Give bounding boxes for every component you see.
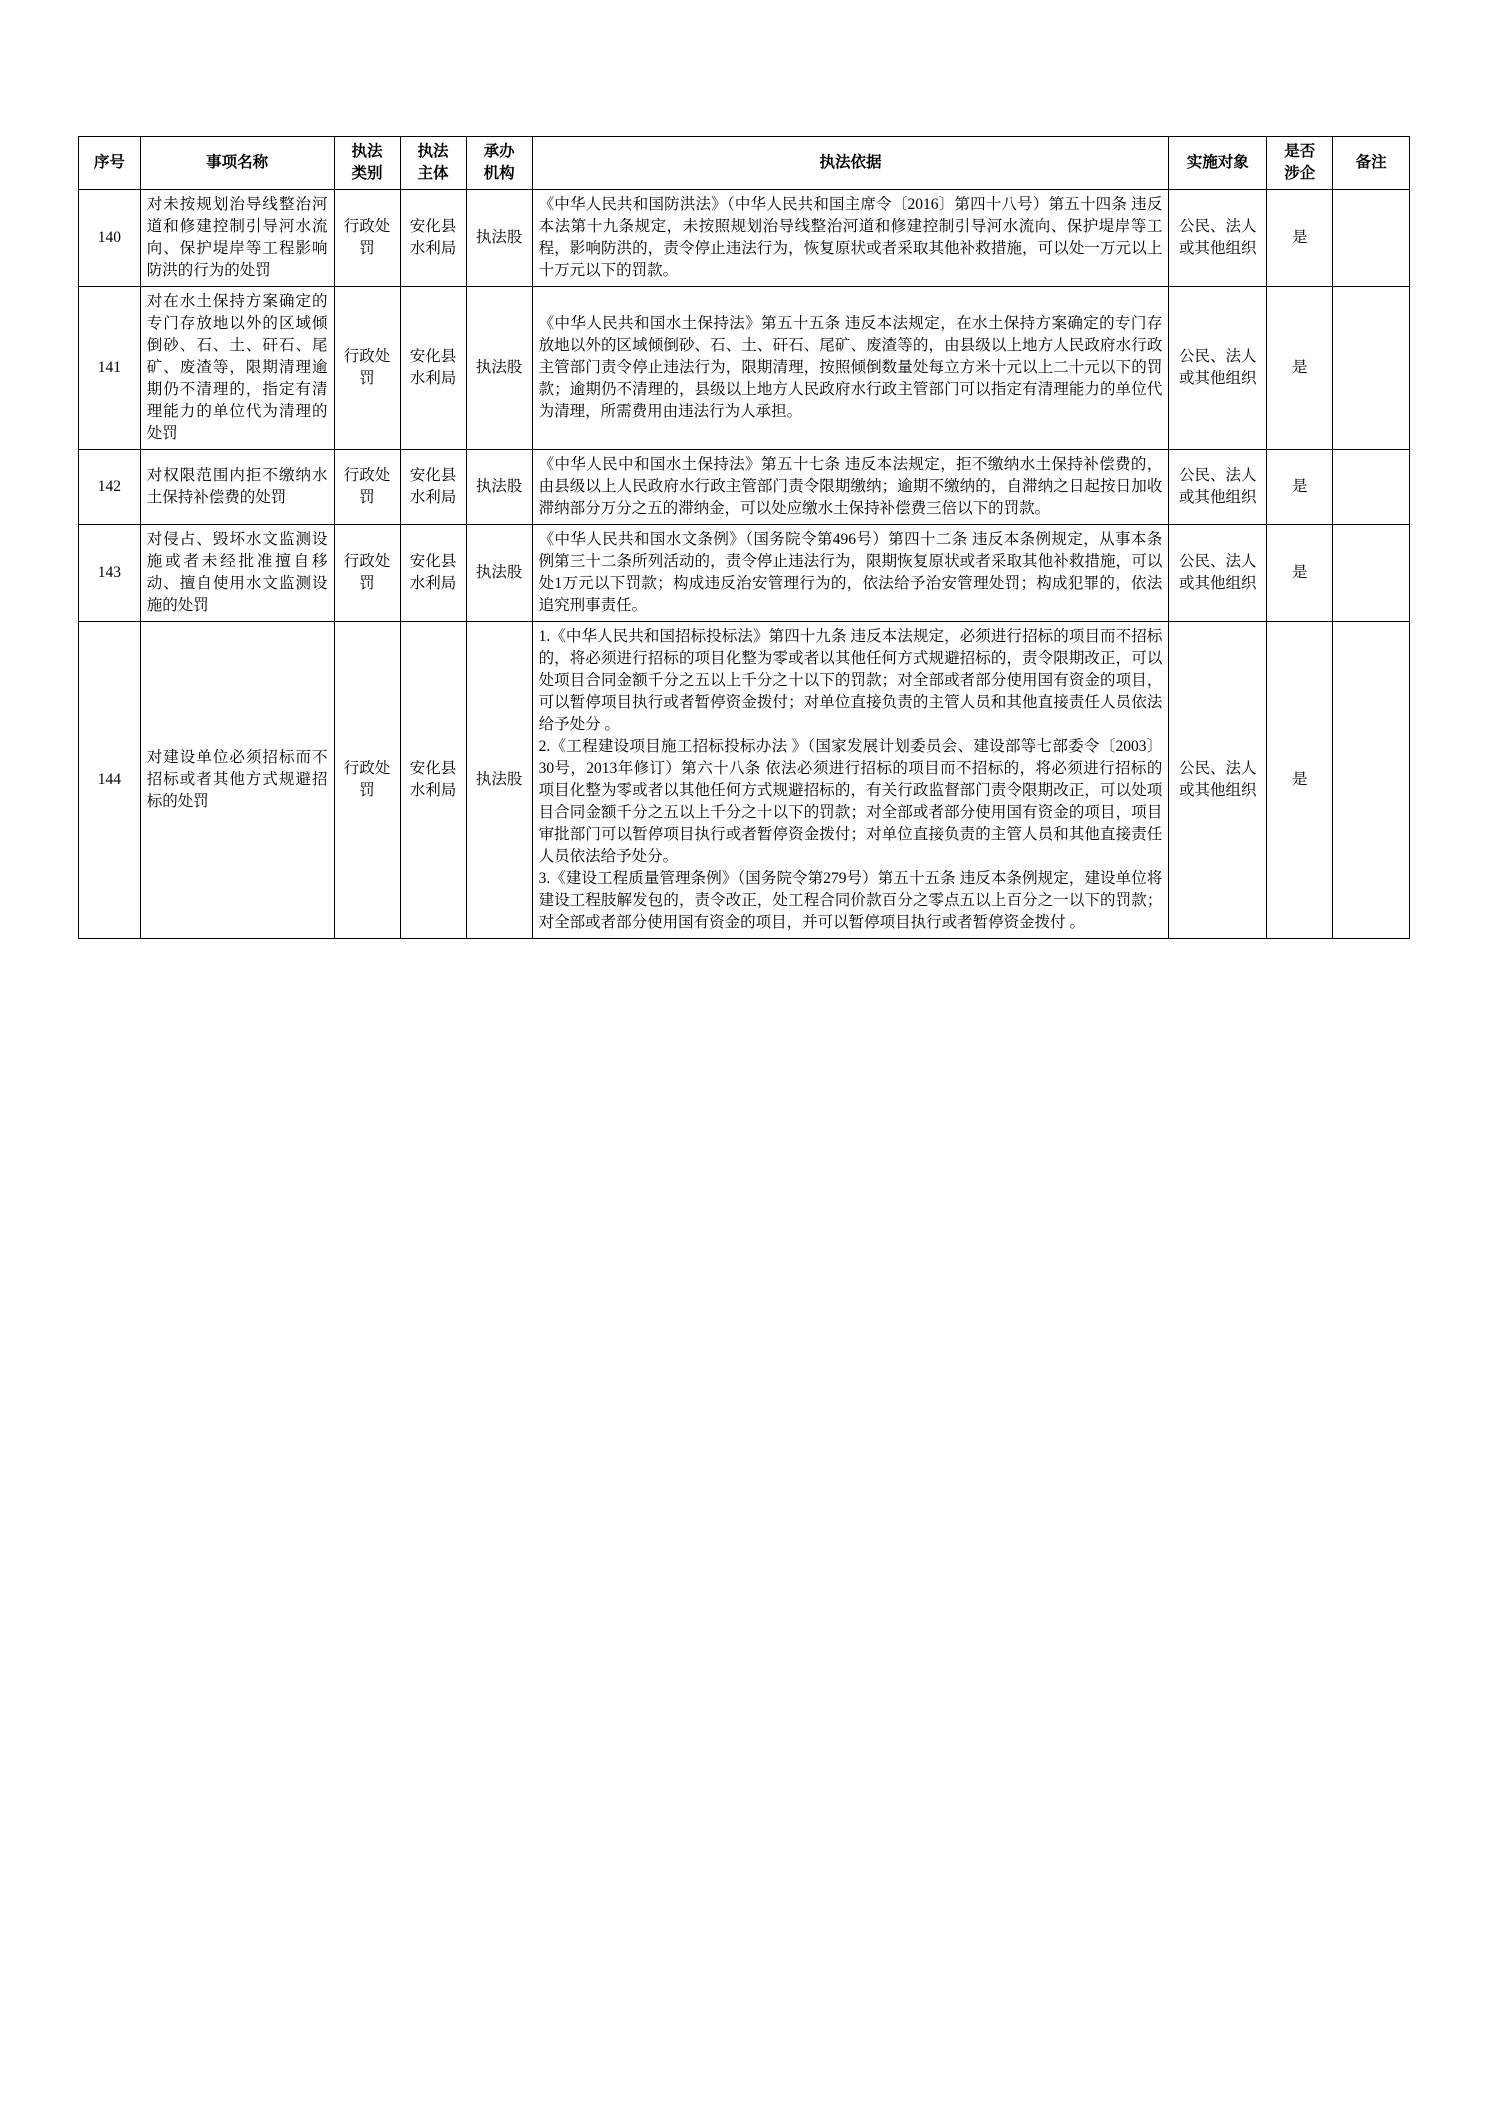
cell-target: 公民、法人或其他组织: [1169, 622, 1267, 939]
cell-remark: [1333, 525, 1410, 622]
cell-item-name: 对权限范围内拒不缴纳水土保持补偿费的处罚: [140, 450, 334, 525]
enforcement-items-table: [78, 136, 1410, 939]
column-header-type-line2: 类别: [351, 165, 383, 182]
cell-involve: 是: [1267, 525, 1333, 622]
cell-target: 公民、法人或其他组织: [1169, 287, 1267, 450]
table-row: [79, 622, 1410, 939]
table-header-row: [79, 137, 1410, 190]
cell-org: 执法股: [466, 622, 532, 939]
cell-remark: [1333, 622, 1410, 939]
cell-no: 141: [79, 287, 141, 450]
table-row: [79, 525, 1410, 622]
cell-subject: 安化县水利局: [400, 622, 466, 939]
column-header-org-line1: 承办: [483, 143, 515, 160]
cell-basis: [532, 190, 1169, 287]
basis-paragraph: 《中华人民共和国防洪法》（中华人民共和国主席令〔2016〕第四十八号）第五十四条 违反本法第十九条规定，未按照规划治导线整治河道和修建控制引导河水流向、保护堤岸等工程，影响防洪的，责令停止违法行为，恢复原状或者采取其他补救措施，可以处一万元以上十万元以下的罚款。: [538, 196, 1163, 279]
cell-org: 执法股: [466, 287, 532, 450]
cell-target: 公民、法人或其他组织: [1169, 450, 1267, 525]
cell-basis: [532, 450, 1169, 525]
cell-subject: 安化县水利局: [400, 450, 466, 525]
table-row: [79, 190, 1410, 287]
column-header-subject-line2: 主体: [417, 165, 449, 182]
basis-paragraph: 3.《建设工程质量管理条例》（国务院令第279号）第五十五条 违反本条例规定，建设单位将建设工程肢解发包的，责令改正，处工程合同价款百分之零点五以上百分之一以下的罚款；对全部或者部分使用国有资金的项目，并可以暂停项目执行或者暂停资金拨付 。: [538, 870, 1163, 931]
cell-type: 行政处罚: [334, 525, 400, 622]
cell-subject: 安化县水利局: [400, 525, 466, 622]
cell-org: 执法股: [466, 450, 532, 525]
cell-item-name: 对建设单位必须招标而不招标或者其他方式规避招标的处罚: [140, 622, 334, 939]
cell-involve: 是: [1267, 287, 1333, 450]
table-header: [79, 137, 1410, 190]
basis-paragraph: 《中华人民共和国水文条例》（国务院令第496号）第四十二条 违反本条例规定，从事本条例第三十二条所列活动的，责令停止违法行为，限期恢复原状或者采取其他补救措施，可以处1万元以下罚款；构成违反治安管理行为的，依法给予治安管理处罚；构成犯罪的，依法追究刑事责任。: [538, 531, 1163, 614]
column-header-remark: 备注: [1333, 137, 1410, 190]
cell-item-name: 对侵占、毁坏水文监测设施或者未经批准擅自移动、擅自使用水文监测设施的处罚: [140, 525, 334, 622]
cell-type: 行政处罚: [334, 450, 400, 525]
cell-involve: 是: [1267, 622, 1333, 939]
cell-basis: [532, 525, 1169, 622]
cell-no: 144: [79, 622, 141, 939]
column-header-org: [466, 137, 532, 190]
column-header-org-line2: 机构: [483, 165, 515, 182]
cell-type: 行政处罚: [334, 622, 400, 939]
cell-no: 143: [79, 525, 141, 622]
cell-involve: 是: [1267, 450, 1333, 525]
cell-org: 执法股: [466, 190, 532, 287]
basis-paragraph: 1.《中华人民共和国招标投标法》第四十九条 违反本法规定，必须进行招标的项目而不招标的，将必须进行招标的项目化整为零或者以其他任何方式规避招标的，责令限期改正，可以处项目合同金额千分之五以上千分之十以下的罚款；对全部或者部分使用国有资金的项目，可以暂停项目执行或者暂停资金拨付；对单位直接负责的主管人员和其他直接责任人员依法给予处分 。: [538, 628, 1163, 733]
cell-type: 行政处罚: [334, 287, 400, 450]
column-header-subject-line1: 执法: [417, 143, 449, 160]
basis-paragraph: 《中华人民共和国水土保持法》第五十五条 违反本法规定，在水土保持方案确定的专门存放地以外的区域倾倒砂、石、土、矸石、尾矿、废渣等的，由县级以上地方人民政府水行政主管部门责令停止违法行为，限期清理，按照倾倒数量处每立方米十元以上二十元以下的罚款；逾期仍不清理的，县级以上地方人民政府水行政主管部门可以指定有清理能力的单位代为清理，所需费用由违法行为人承担。: [538, 315, 1163, 420]
cell-item-name: 对在水土保持方案确定的专门存放地以外的区域倾倒砂、石、土、矸石、尾矿、废渣等，限期清理逾期仍不清理的，指定有清理能力的单位代为清理的处罚: [140, 287, 334, 450]
cell-involve: 是: [1267, 190, 1333, 287]
cell-target: 公民、法人或其他组织: [1169, 190, 1267, 287]
column-header-basis: 执法依据: [532, 137, 1169, 190]
table-body: [79, 190, 1410, 939]
column-header-type: [334, 137, 400, 190]
column-header-involve: [1267, 137, 1333, 190]
table-row: [79, 287, 1410, 450]
cell-org: 执法股: [466, 525, 532, 622]
cell-remark: [1333, 190, 1410, 287]
column-header-target: 实施对象: [1169, 137, 1267, 190]
column-header-name: 事项名称: [140, 137, 334, 190]
cell-remark: [1333, 287, 1410, 450]
cell-basis: [532, 622, 1169, 939]
basis-paragraph: 2.《工程建设项目施工招标投标办法 》（国家发展计划委员会、建设部等七部委令〔2003〕30号，2013年修订）第六十八条 依法必须进行招标的项目而不招标的，将必须进行招标的项目化整为零或者以其他任何方式规避招标的，有关行政监督部门责令限期改正，可以处项目合同金额千分之五以上千分之十以下的罚款；对全部或者部分使用国有资金的项目，项目审批部门可以暂停项目执行或者暂停资金拨付；对单位直接负责的主管人员和其他直接责任人员依法给予处分。: [538, 738, 1163, 865]
table-row: [79, 450, 1410, 525]
cell-no: 142: [79, 450, 141, 525]
cell-basis: [532, 287, 1169, 450]
column-header-subject: [400, 137, 466, 190]
column-header-type-line1: 执法: [351, 143, 383, 160]
basis-paragraph: 《中华人民中和国水土保持法》第五十七条 违反本法规定，拒不缴纳水土保持补偿费的，由县级以上人民政府水行政主管部门责令限期缴纳；逾期不缴纳的，自滞纳之日起按日加收滞纳部分万分之五的滞纳金，可以处应缴水土保持补偿费三倍以下的罚款。: [538, 456, 1163, 517]
cell-subject: 安化县水利局: [400, 190, 466, 287]
cell-type: 行政处罚: [334, 190, 400, 287]
cell-target: 公民、法人或其他组织: [1169, 525, 1267, 622]
column-header-involve-line2: 涉企: [1284, 165, 1316, 182]
cell-remark: [1333, 450, 1410, 525]
cell-subject: 安化县水利局: [400, 287, 466, 450]
cell-no: 140: [79, 190, 141, 287]
column-header-no: 序号: [79, 137, 141, 190]
column-header-involve-line1: 是否: [1284, 143, 1316, 160]
cell-item-name: 对未按规划治导线整治河道和修建控制引导河水流向、保护堤岸等工程影响防洪的行为的处罚: [140, 190, 334, 287]
